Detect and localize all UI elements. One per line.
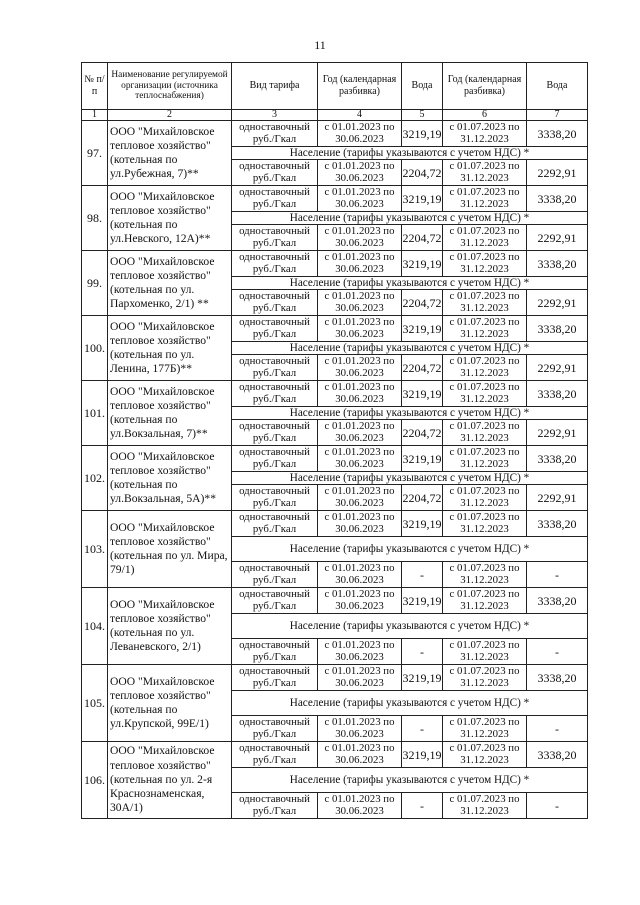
period-second-half: с 01.07.2023 по 31.12.2023	[443, 186, 527, 212]
period-second-half: с 01.07.2023 по 31.12.2023	[443, 160, 527, 186]
organization-name: ООО "Михайловское тепловое хозяйство" (котельная по ул. Леваневского, 2/1)	[108, 588, 232, 665]
header-tariff-type: Вид тарифа	[232, 63, 318, 110]
index-cell: 7	[527, 110, 588, 121]
water-tariff-second-half: 3338,20	[527, 186, 588, 212]
population-tariff-second-half: -	[527, 562, 588, 588]
tariff-type: одноставочный руб./Гкал	[232, 225, 318, 251]
population-tariff-first-half: -	[402, 639, 443, 665]
period-second-half: с 01.07.2023 по 31.12.2023	[443, 121, 527, 147]
index-cell: 5	[402, 110, 443, 121]
population-tariff-second-half: 2292,91	[527, 485, 588, 511]
period-first-half: с 01.01.2023 по 30.06.2023	[318, 121, 402, 147]
header-period-2: Год (календарная разбивка)	[443, 63, 527, 110]
organization-name: ООО "Михайловское тепловое хозяйство" (котельная по ул.Вокзальная, 7)**	[108, 381, 232, 446]
water-tariff-second-half: 3338,20	[527, 511, 588, 537]
water-tariff-second-half: 3338,20	[527, 446, 588, 472]
table-row	[82, 251, 588, 277]
header-water-1: Вода	[402, 63, 443, 110]
population-tariff-second-half: -	[527, 793, 588, 819]
population-label: Население (тарифы указываются с учетом НДС) *	[232, 212, 588, 225]
row-number: 100.	[82, 316, 108, 381]
period-second-half: с 01.07.2023 по 31.12.2023	[443, 485, 527, 511]
period-second-half: с 01.07.2023 по 31.12.2023	[443, 793, 527, 819]
population-tariff-second-half: 2292,91	[527, 355, 588, 381]
index-cell: 6	[443, 110, 527, 121]
table-row	[82, 665, 588, 691]
tariff-type: одноставочный руб./Гкал	[232, 355, 318, 381]
table-row	[82, 742, 588, 768]
row-number: 102.	[82, 446, 108, 511]
header-water-2: Вода	[527, 63, 588, 110]
tariff-type: одноставочный руб./Гкал	[232, 381, 318, 407]
population-tariff-first-half: -	[402, 793, 443, 819]
tariff-type: одноставочный руб./Гкал	[232, 485, 318, 511]
population-tariff-first-half: 2204,72	[402, 160, 443, 186]
water-tariff-first-half: 3219,19	[402, 665, 443, 691]
index-cell: 1	[82, 110, 108, 121]
water-tariff-first-half: 3219,19	[402, 381, 443, 407]
period-first-half: с 01.01.2023 по 30.06.2023	[318, 355, 402, 381]
period-second-half: с 01.07.2023 по 31.12.2023	[443, 355, 527, 381]
index-cell: 3	[232, 110, 318, 121]
period-first-half: с 01.01.2023 по 30.06.2023	[318, 316, 402, 342]
population-tariff-first-half: 2204,72	[402, 290, 443, 316]
row-number: 106.	[82, 742, 108, 819]
period-first-half: с 01.01.2023 по 30.06.2023	[318, 225, 402, 251]
water-tariff-first-half: 3219,19	[402, 316, 443, 342]
water-tariff-second-half: 3338,20	[527, 121, 588, 147]
period-second-half: с 01.07.2023 по 31.12.2023	[443, 588, 527, 614]
period-first-half: с 01.01.2023 по 30.06.2023	[318, 446, 402, 472]
period-second-half: с 01.07.2023 по 31.12.2023	[443, 742, 527, 768]
table-row	[82, 316, 588, 342]
population-tariff-second-half: 2292,91	[527, 225, 588, 251]
water-tariff-first-half: 3219,19	[402, 121, 443, 147]
period-second-half: с 01.07.2023 по 31.12.2023	[443, 511, 527, 537]
tariff-type: одноставочный руб./Гкал	[232, 639, 318, 665]
water-tariff-second-half: 3338,20	[527, 381, 588, 407]
organization-name: ООО "Михайловское тепловое хозяйство" (котельная по ул.Крупской, 99Е/1)	[108, 665, 232, 742]
population-label: Население (тарифы указываются с учетом НДС) *	[232, 342, 588, 355]
population-tariff-second-half: 2292,91	[527, 160, 588, 186]
header-org: Наименование регулируемой организации (источника теплоснабжения)	[108, 63, 232, 110]
row-number: 105.	[82, 665, 108, 742]
population-tariff-first-half: -	[402, 562, 443, 588]
period-second-half: с 01.07.2023 по 31.12.2023	[443, 716, 527, 742]
tariff-type: одноставочный руб./Гкал	[232, 742, 318, 768]
period-first-half: с 01.01.2023 по 30.06.2023	[318, 716, 402, 742]
period-second-half: с 01.07.2023 по 31.12.2023	[443, 639, 527, 665]
population-label: Население (тарифы указываются с учетом НДС) *	[232, 472, 588, 485]
row-number: 99.	[82, 251, 108, 316]
tariff-type: одноставочный руб./Гкал	[232, 665, 318, 691]
period-second-half: с 01.07.2023 по 31.12.2023	[443, 665, 527, 691]
organization-name: ООО "Михайловское тепловое хозяйство" (котельная по ул. 2-я Краснознаменская, 30А/1)	[108, 742, 232, 819]
population-label: Население (тарифы указываются с учетом НДС) *	[232, 147, 588, 160]
period-first-half: с 01.01.2023 по 30.06.2023	[318, 160, 402, 186]
population-label: Население (тарифы указываются с учетом НДС) *	[232, 537, 588, 562]
period-second-half: с 01.07.2023 по 31.12.2023	[443, 225, 527, 251]
period-first-half: с 01.01.2023 по 30.06.2023	[318, 485, 402, 511]
period-first-half: с 01.01.2023 по 30.06.2023	[318, 251, 402, 277]
tariff-type: одноставочный руб./Гкал	[232, 121, 318, 147]
population-tariff-first-half: 2204,72	[402, 485, 443, 511]
tariff-type: одноставочный руб./Гкал	[232, 793, 318, 819]
population-tariff-second-half: -	[527, 716, 588, 742]
water-tariff-second-half: 3338,20	[527, 316, 588, 342]
tariff-type: одноставочный руб./Гкал	[232, 316, 318, 342]
period-first-half: с 01.01.2023 по 30.06.2023	[318, 793, 402, 819]
period-second-half: с 01.07.2023 по 31.12.2023	[443, 420, 527, 446]
population-tariff-second-half: 2292,91	[527, 420, 588, 446]
tariff-type: одноставочный руб./Гкал	[232, 511, 318, 537]
water-tariff-first-half: 3219,19	[402, 446, 443, 472]
period-second-half: с 01.07.2023 по 31.12.2023	[443, 562, 527, 588]
period-first-half: с 01.01.2023 по 30.06.2023	[318, 588, 402, 614]
water-tariff-first-half: 3219,19	[402, 742, 443, 768]
row-number: 104.	[82, 588, 108, 665]
period-second-half: с 01.07.2023 по 31.12.2023	[443, 251, 527, 277]
table-row	[82, 121, 588, 147]
water-tariff-first-half: 3219,19	[402, 186, 443, 212]
table-row	[82, 511, 588, 537]
header-row	[82, 63, 588, 110]
population-label: Население (тарифы указываются с учетом НДС) *	[232, 407, 588, 420]
tariff-type: одноставочный руб./Гкал	[232, 588, 318, 614]
population-tariff-second-half: -	[527, 639, 588, 665]
organization-name: ООО "Михайловское тепловое хозяйство" (котельная по ул. Мира, 79/1)	[108, 511, 232, 588]
period-second-half: с 01.07.2023 по 31.12.2023	[443, 290, 527, 316]
water-tariff-second-half: 3338,20	[527, 665, 588, 691]
water-tariff-first-half: 3219,19	[402, 588, 443, 614]
period-first-half: с 01.01.2023 по 30.06.2023	[318, 186, 402, 212]
tariff-type: одноставочный руб./Гкал	[232, 160, 318, 186]
population-tariff-first-half: 2204,72	[402, 420, 443, 446]
period-first-half: с 01.01.2023 по 30.06.2023	[318, 290, 402, 316]
row-number: 103.	[82, 511, 108, 588]
water-tariff-second-half: 3338,20	[527, 588, 588, 614]
period-second-half: с 01.07.2023 по 31.12.2023	[443, 316, 527, 342]
water-tariff-first-half: 3219,19	[402, 511, 443, 537]
index-row	[82, 110, 588, 121]
table-row	[82, 588, 588, 614]
tariff-type: одноставочный руб./Гкал	[232, 420, 318, 446]
tariff-type: одноставочный руб./Гкал	[232, 446, 318, 472]
row-number: 101.	[82, 381, 108, 446]
period-first-half: с 01.01.2023 по 30.06.2023	[318, 381, 402, 407]
organization-name: ООО "Михайловское тепловое хозяйство" (котельная по ул. Пархоменко, 2/1) **	[108, 251, 232, 316]
period-first-half: с 01.01.2023 по 30.06.2023	[318, 665, 402, 691]
organization-name: ООО "Михайловское тепловое хозяйство" (котельная по ул.Рубежная, 7)**	[108, 121, 232, 186]
water-tariff-second-half: 3338,20	[527, 742, 588, 768]
tariff-type: одноставочный руб./Гкал	[232, 290, 318, 316]
organization-name: ООО "Михайловское тепловое хозяйство" (котельная по ул.Вокзальная, 5А)**	[108, 446, 232, 511]
tariff-type: одноставочный руб./Гкал	[232, 562, 318, 588]
row-number: 97.	[82, 121, 108, 186]
tariff-type: одноставочный руб./Гкал	[232, 251, 318, 277]
tariff-table	[81, 62, 588, 819]
index-cell: 4	[318, 110, 402, 121]
period-first-half: с 01.01.2023 по 30.06.2023	[318, 639, 402, 665]
period-first-half: с 01.01.2023 по 30.06.2023	[318, 420, 402, 446]
water-tariff-second-half: 3338,20	[527, 251, 588, 277]
row-number: 98.	[82, 186, 108, 251]
period-first-half: с 01.01.2023 по 30.06.2023	[318, 742, 402, 768]
population-tariff-first-half: 2204,72	[402, 225, 443, 251]
population-tariff-first-half: -	[402, 716, 443, 742]
population-tariff-second-half: 2292,91	[527, 290, 588, 316]
table-row	[82, 381, 588, 407]
water-tariff-first-half: 3219,19	[402, 251, 443, 277]
population-label: Население (тарифы указываются с учетом НДС) *	[232, 768, 588, 793]
tariff-type: одноставочный руб./Гкал	[232, 716, 318, 742]
tariff-type: одноставочный руб./Гкал	[232, 186, 318, 212]
period-first-half: с 01.01.2023 по 30.06.2023	[318, 511, 402, 537]
table-row	[82, 186, 588, 212]
population-tariff-first-half: 2204,72	[402, 355, 443, 381]
page-number: 11	[314, 38, 326, 52]
index-cell: 2	[108, 110, 232, 121]
period-second-half: с 01.07.2023 по 31.12.2023	[443, 446, 527, 472]
population-label: Население (тарифы указываются с учетом НДС) *	[232, 691, 588, 716]
header-num: № п/п	[82, 63, 108, 110]
header-period-1: Год (календарная разбивка)	[318, 63, 402, 110]
table-row	[82, 446, 588, 472]
population-label: Население (тарифы указываются с учетом НДС) *	[232, 277, 588, 290]
organization-name: ООО "Михайловское тепловое хозяйство" (котельная по ул. Ленина, 177Б)**	[108, 316, 232, 381]
period-first-half: с 01.01.2023 по 30.06.2023	[318, 562, 402, 588]
population-label: Население (тарифы указываются с учетом НДС) *	[232, 614, 588, 639]
organization-name: ООО "Михайловское тепловое хозяйство" (котельная по ул.Невского, 12А)**	[108, 186, 232, 251]
period-second-half: с 01.07.2023 по 31.12.2023	[443, 381, 527, 407]
